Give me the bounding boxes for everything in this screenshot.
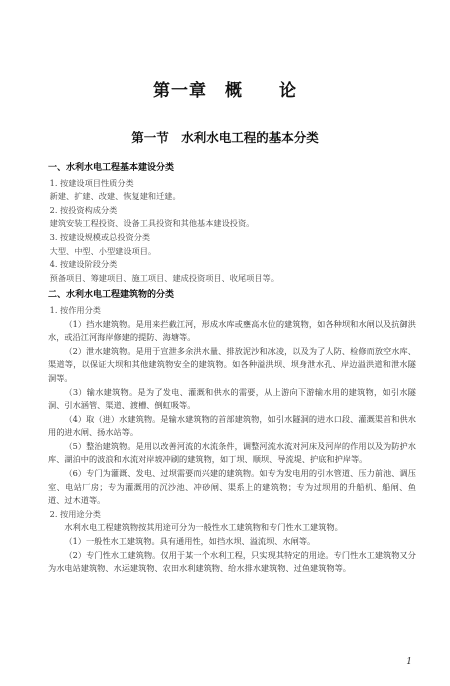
paragraph: （5）整治建筑物。是用以改善河流的水流条件，调整河流水流对河床及河岸的作用以及为防护水库、湖泊中的波浪和水流对岸坡冲刷的建筑物，如丁坝、顺坝、导流堤、护底和护岸等。 (48, 440, 416, 465)
paragraph: （1）挡水建筑物。是用来拦截江河，形成水库或壅高水位的建筑物，如各种坝和水闸以及抗御洪水，或沿江河海岸修建的提防、海塘等。 (48, 318, 416, 343)
subheading: 2. 按用途分类 (49, 508, 101, 519)
paragraph: 水利水电工程建筑物按其用途可分为一般性水工建筑物和专门性水工建筑物。 (64, 522, 343, 533)
list-item: 大型、中型、小型建设项目。 (49, 245, 157, 256)
list-item: 预备项目、筹建项目、施工项目、建成投资项目、收尾项目等。 (49, 272, 279, 283)
heading: 一、水利水电工程基本建设分类 (48, 163, 175, 173)
subheading: 3. 按建设规模或总投资分类 (49, 231, 151, 242)
list-item: 新建、扩建、改建、恢复建和迁建。 (49, 191, 181, 202)
section-title: 第一节 水利水电工程的基本分类 (131, 130, 319, 145)
subheading: 1. 按作用分类 (49, 304, 101, 315)
subheading: 4. 按建设阶段分类 (49, 259, 118, 270)
paragraph: （6）专门为灌溉、发电、过坝需要而兴建的建筑物。如专为发电用的引水管道、压力前池、调压室、电站厂房；专为灌溉用的沉沙池、冲砂闸、渠系上的建筑物；专为过坝用的升船机、船闸、鱼道、过木道等。 (48, 468, 416, 506)
paragraph: （2）泄水建筑物。是用于宣泄多余洪水量、排放泥沙和冰凌，以及为了人防、检修而放空水库、渠道等，以保证大坝和其他建筑物安全的建筑物。如各种溢洪坝、坝身泄水孔、岸边溢洪道和泄水隧洞等。 (48, 345, 416, 383)
paragraph: （2）专门性水工建筑物。仅用于某一个水利工程，只实现其特定的用途。专门性水工建筑物又分为水电站建筑物、水运建筑物、农田水利建筑物、给水排水建筑物、过鱼建筑物等。 (48, 549, 416, 574)
chapter-title: 第一章 概 论 (153, 81, 297, 101)
paragraph: （3）输水建筑物。是为了发电、灌溉和供水的需要，从上游向下游输水用的建筑物，如引水隧洞、引水涵管、渠道、渡槽、倒虹吸等。 (48, 386, 416, 411)
paragraph: （1）一般性水工建筑物。具有通用性，如挡水坝、溢流坝、水闸等。 (64, 536, 316, 547)
heading: 二、水利水电工程建筑物的分类 (48, 290, 175, 301)
body-text (48, 162, 416, 576)
page-number: 1 (406, 657, 412, 667)
subheading: 1. 按建设项目性质分类 (49, 177, 134, 188)
list-item: 建筑安装工程投资、设备工具投资和其他基本建设投资。 (49, 218, 255, 229)
paragraph: （4）取（进）水建筑物。是输水建筑物的首部建筑物，如引水隧洞的进水口段、灌溉渠首和供水用的进水闸、扬水站等。 (48, 413, 416, 438)
subheading: 2. 按投资构成分类 (49, 204, 118, 215)
